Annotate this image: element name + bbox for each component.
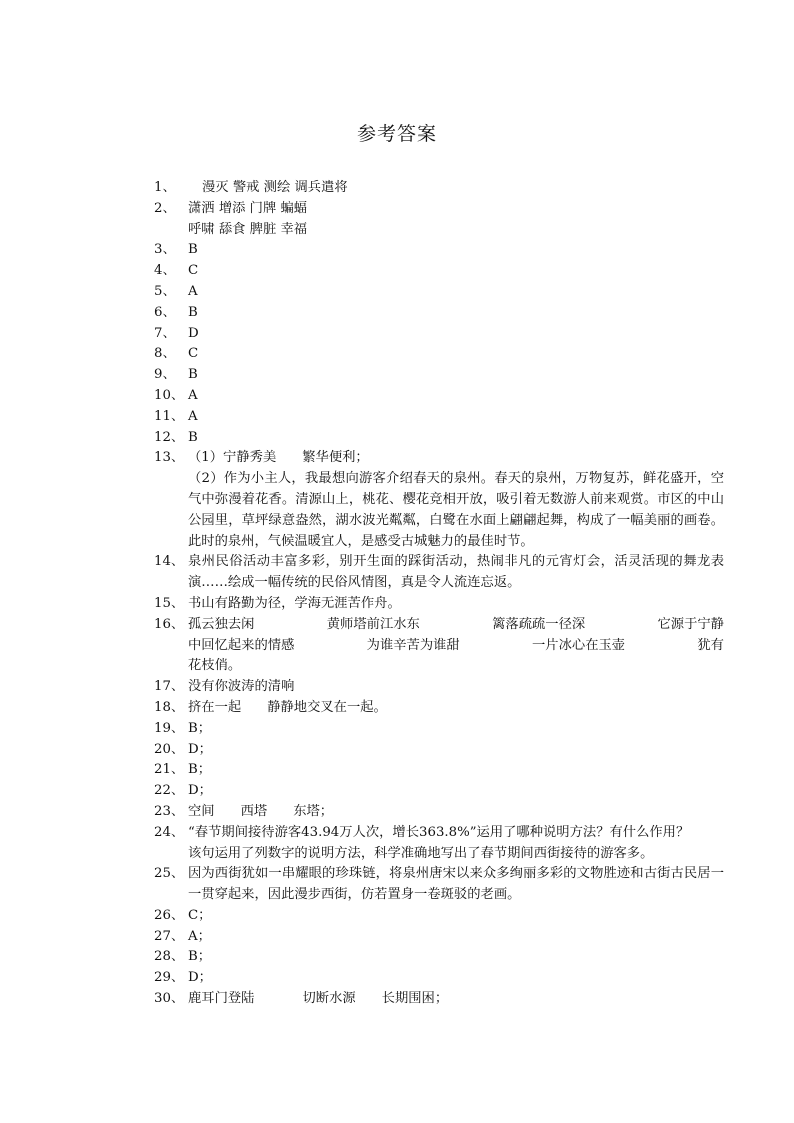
item-text: 东塔； [293,803,334,819]
item-text: A； [188,928,211,944]
answer-item-21 [154,760,724,781]
item-number: 22、 [154,783,185,799]
item-question: “春节期间接待游客43.94万人次，增长363.8%”运用了哪种说明方法？有什么作用？ [188,824,690,840]
item-text: A [188,283,198,299]
item-number: 21、 [154,762,185,778]
answer-item-20 [154,740,724,761]
item-text: D； [188,741,212,757]
item-text: 潇洒 增添 门牌 蝙蝠 [188,200,308,216]
answer-item-13 [154,448,724,552]
item-number: 3、 [154,242,176,258]
item-number: 14、 [154,554,185,570]
answer-item-9 [154,365,724,386]
item-number: 27、 [154,928,185,944]
item-number: 13、 [154,450,185,466]
answer-item-18 [154,698,724,719]
answer-item-25 [154,864,724,906]
item-number: 1、 [154,180,176,195]
item-number: 16、 [154,616,185,632]
answer-item-23 [154,802,724,823]
item-text: B； [188,762,212,778]
answer-item-8 [154,344,724,365]
item-number: 17、 [154,679,185,695]
item-text: C [188,346,199,362]
item-number: 9、 [154,367,176,383]
item-text: 中回忆起来的情感 [188,637,295,653]
item-text: 繁华便利； [302,450,369,466]
poem-answers-row-1 [188,615,724,636]
item-text: B [188,304,198,320]
item-text: 书山有路勤为径，学海无涯苦作舟。 [188,595,401,611]
item-text: A [188,408,198,424]
answer-item-30 [154,989,724,1010]
item-text: 因为西街犹如一串耀眼的珍珠链，将泉州唐宋以来众多绚丽多彩的文物胜迹和古街古民居一一贯穿起来，因此漫步西街，仿若置身一卷斑驳的老画。 [188,866,724,903]
answer-item-4 [154,261,724,282]
answer-item-10 [154,386,724,407]
item-number: 12、 [154,429,185,445]
answer-item-15 [154,594,724,615]
item-number: 29、 [154,970,185,986]
answer-item-14 [154,552,724,594]
item-text: 挤在一起 [188,699,242,715]
item-number: 2、 [154,200,176,216]
item-text: 花枝俏。 [188,658,242,674]
item-text: 泉州民俗活动丰富多彩，别开生面的踩街活动，热闹非凡的元宵灯会，活灵活现的舞龙表演……绘成一幅传统的民俗风情图，真是令人流连忘返。 [188,554,724,591]
item-number: 6、 [154,304,176,320]
item-answer: 该句运用了列数字的说明方法，科学准确地写出了春节期间西街接待的游客多。 [188,845,654,861]
item-number: 8、 [154,346,176,362]
answer-item-3 [154,240,724,261]
answer-item-12 [154,428,724,449]
item-number: 4、 [154,263,176,279]
item-text: A [188,387,198,403]
item-number: 28、 [154,949,185,965]
item-number: 7、 [154,325,176,341]
item-number: 15、 [154,595,185,611]
item-text: 一片冰心在玉壶 [532,637,626,653]
poem-answers-row-2 [188,636,724,657]
item-13-part2: （2）作为小主人，我最想向游客介绍春天的泉州。春天的泉州，万物复苏，鲜花盛开，空气中弥漫着花香。清源山上，桃花、樱花竞相开放，吸引着无数游人前来观赏。市区的中山公园里，草坪绿意盎然，湖水波光粼粼，白鹭在水面上翩翩起舞，构成了一幅美丽的画卷。此时的泉州，气候温暖宜人，是感受古城魅力的最佳时节。 [188,471,724,549]
item-number: 30、 [154,991,185,1007]
item-text: B； [188,949,212,965]
item-text: 没有你波涛的清响 [188,679,295,695]
item-text: 空间 [188,803,215,819]
item-text: 犹有 [697,637,724,653]
item-text: 切断水源 [302,991,356,1007]
answer-item-5 [154,282,724,303]
answer-item-16 [154,615,724,677]
answer-item-7 [154,324,724,345]
item-text: 长期围困； [381,991,449,1007]
item-number: 25、 [154,866,185,882]
item-text: D； [188,970,212,986]
answer-item-19 [154,719,724,740]
item-number: 11、 [154,408,185,424]
item-text: D； [188,783,212,799]
item-number: 23、 [154,803,185,819]
item-text: 静静地交叉在一起。 [267,699,387,715]
answer-item-29 [154,968,724,989]
answer-item-27 [154,927,724,948]
item-number: 5、 [154,283,176,299]
item-text: B [188,242,198,258]
item-text: 漫灭 警戒 测绘 调兵遣将 [202,180,348,195]
item-text: 孤云独去闲 [188,616,255,632]
item-text: 黄师塔前江水东 [326,616,420,632]
answer-item-6 [154,303,724,324]
item-number: 20、 [154,741,185,757]
item-text: 它源于宁静 [657,616,724,632]
item-text: 篱落疏疏一径深 [492,616,586,632]
item-text: （1）宁静秀美 [188,450,277,466]
item-text: 鹿耳门登陆 [188,991,255,1007]
item-number: 18、 [154,699,185,715]
item-text: B [188,429,198,445]
item-number: 10、 [154,387,185,403]
answer-item-17 [154,677,724,698]
answer-item-26 [154,906,724,927]
item-text: C [188,263,199,279]
answer-item-1 [154,178,724,199]
item-text: D [188,325,199,341]
answer-list [154,178,724,1010]
answer-item-22 [154,781,724,802]
answer-item-2 [154,199,724,241]
item-text: 为谁辛苦为谁甜 [366,637,460,653]
item-number: 26、 [154,907,185,923]
item-number: 24、 [154,824,185,840]
item-number: 19、 [154,720,185,736]
item-13-part1 [188,448,724,469]
item-text: B [188,367,198,383]
answer-item-11 [154,407,724,428]
answer-item-24 [154,823,724,865]
item-text: 呼啸 舔食 脾脏 幸福 [188,221,308,237]
item-text: C； [188,907,212,923]
answer-item-28 [154,947,724,968]
page-title: 参考答案 [356,123,437,145]
item-text: B； [188,720,212,736]
item-text: 西塔 [240,803,268,819]
